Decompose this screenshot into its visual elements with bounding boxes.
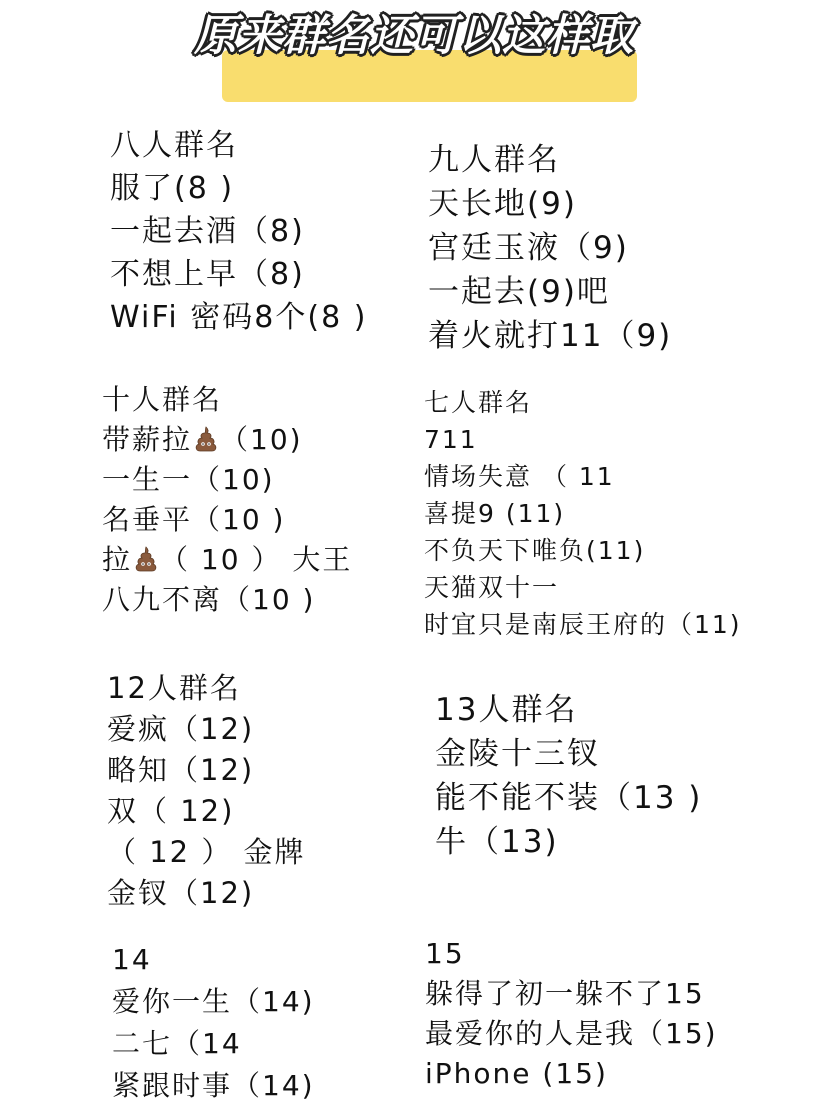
group-8-people bbox=[110, 124, 367, 339]
group-name-item: 牛（13) bbox=[435, 824, 559, 860]
group-name-item: 爱你一生（14) bbox=[112, 985, 315, 1018]
group-name-item: 时宜只是南辰王府的（11) bbox=[424, 610, 742, 639]
group-name-item: （ 12 ） 金牌 bbox=[107, 835, 306, 869]
poop-icon bbox=[194, 426, 218, 452]
group-name-item: 一起去酒（8) bbox=[110, 214, 305, 249]
poop-icon bbox=[134, 546, 158, 572]
group-name-item: 略知（12) bbox=[107, 753, 255, 787]
group-name-item: 天长地(9) bbox=[428, 186, 577, 222]
group-15-people bbox=[425, 934, 718, 1094]
group-name-text: 拉 bbox=[102, 543, 133, 576]
group-name-item: 着火就打11（9) bbox=[428, 318, 673, 354]
group-name-item: WiFi 密码8个(8 ) bbox=[110, 300, 368, 335]
group-heading: 13人群名 bbox=[435, 692, 578, 728]
group-name-item: 紧跟时事（14) bbox=[112, 1069, 315, 1102]
group-14-people bbox=[112, 939, 315, 1107]
group-name-item: 一生一（10) bbox=[102, 463, 275, 496]
page-title: 原来群名还可以这样取 bbox=[194, 11, 634, 61]
group-name-item: 爱疯（12) bbox=[107, 712, 255, 746]
group-name-item: 宫廷玉液（9) bbox=[428, 230, 629, 266]
group-name-item: 一起去(9)吧 bbox=[428, 274, 610, 310]
group-name-item: iPhone (15) bbox=[425, 1057, 608, 1090]
title-area bbox=[0, 0, 828, 110]
group-name-item: 情场失意 （ 11 bbox=[424, 462, 615, 491]
group-name-item: 二七（14 bbox=[112, 1027, 242, 1060]
group-name-item: 金陵十三钗 bbox=[435, 736, 600, 772]
group-name-item: 能不能不装（13 ) bbox=[435, 780, 703, 816]
group-name-item bbox=[102, 540, 352, 580]
group-name-item: 服了(8 ) bbox=[110, 171, 235, 206]
group-heading: 14 bbox=[112, 943, 152, 976]
group-name-item: 最爱你的人是我（15) bbox=[425, 1017, 718, 1050]
group-name-item: 不想上早（8) bbox=[110, 257, 305, 292]
group-name-item: 天猫双十一 bbox=[424, 573, 560, 602]
group-name-item: 711 bbox=[424, 425, 478, 454]
group-heading: 八人群名 bbox=[110, 128, 238, 163]
group-7-people bbox=[424, 384, 742, 643]
group-heading: 12人群名 bbox=[107, 671, 241, 705]
group-13-people bbox=[435, 688, 702, 864]
group-heading: 15 bbox=[425, 937, 465, 970]
group-name-item bbox=[102, 420, 352, 460]
group-name-text: 带薪拉 bbox=[102, 423, 193, 456]
group-name-item: 金钗（12) bbox=[107, 876, 255, 910]
group-name-item: 双（ 12) bbox=[107, 794, 235, 828]
group-12-people bbox=[107, 668, 306, 914]
group-name-count: （10) bbox=[220, 423, 303, 456]
group-heading: 十人群名 bbox=[102, 383, 223, 416]
group-name-item: 喜提9 (11) bbox=[424, 499, 566, 528]
group-name-item: 不负天下唯负(11) bbox=[424, 536, 646, 565]
group-heading: 七人群名 bbox=[424, 388, 533, 417]
group-name-item: 名垂平（10 ) bbox=[102, 503, 286, 536]
group-name-item: 躲得了初一躲不了15 bbox=[425, 977, 705, 1010]
group-10-people bbox=[102, 380, 352, 620]
group-heading: 九人群名 bbox=[428, 142, 560, 178]
group-name-count: （ 10 ） 大王 bbox=[160, 543, 353, 576]
group-9-people bbox=[428, 138, 672, 358]
group-name-item: 八九不离（10 ) bbox=[102, 583, 316, 616]
